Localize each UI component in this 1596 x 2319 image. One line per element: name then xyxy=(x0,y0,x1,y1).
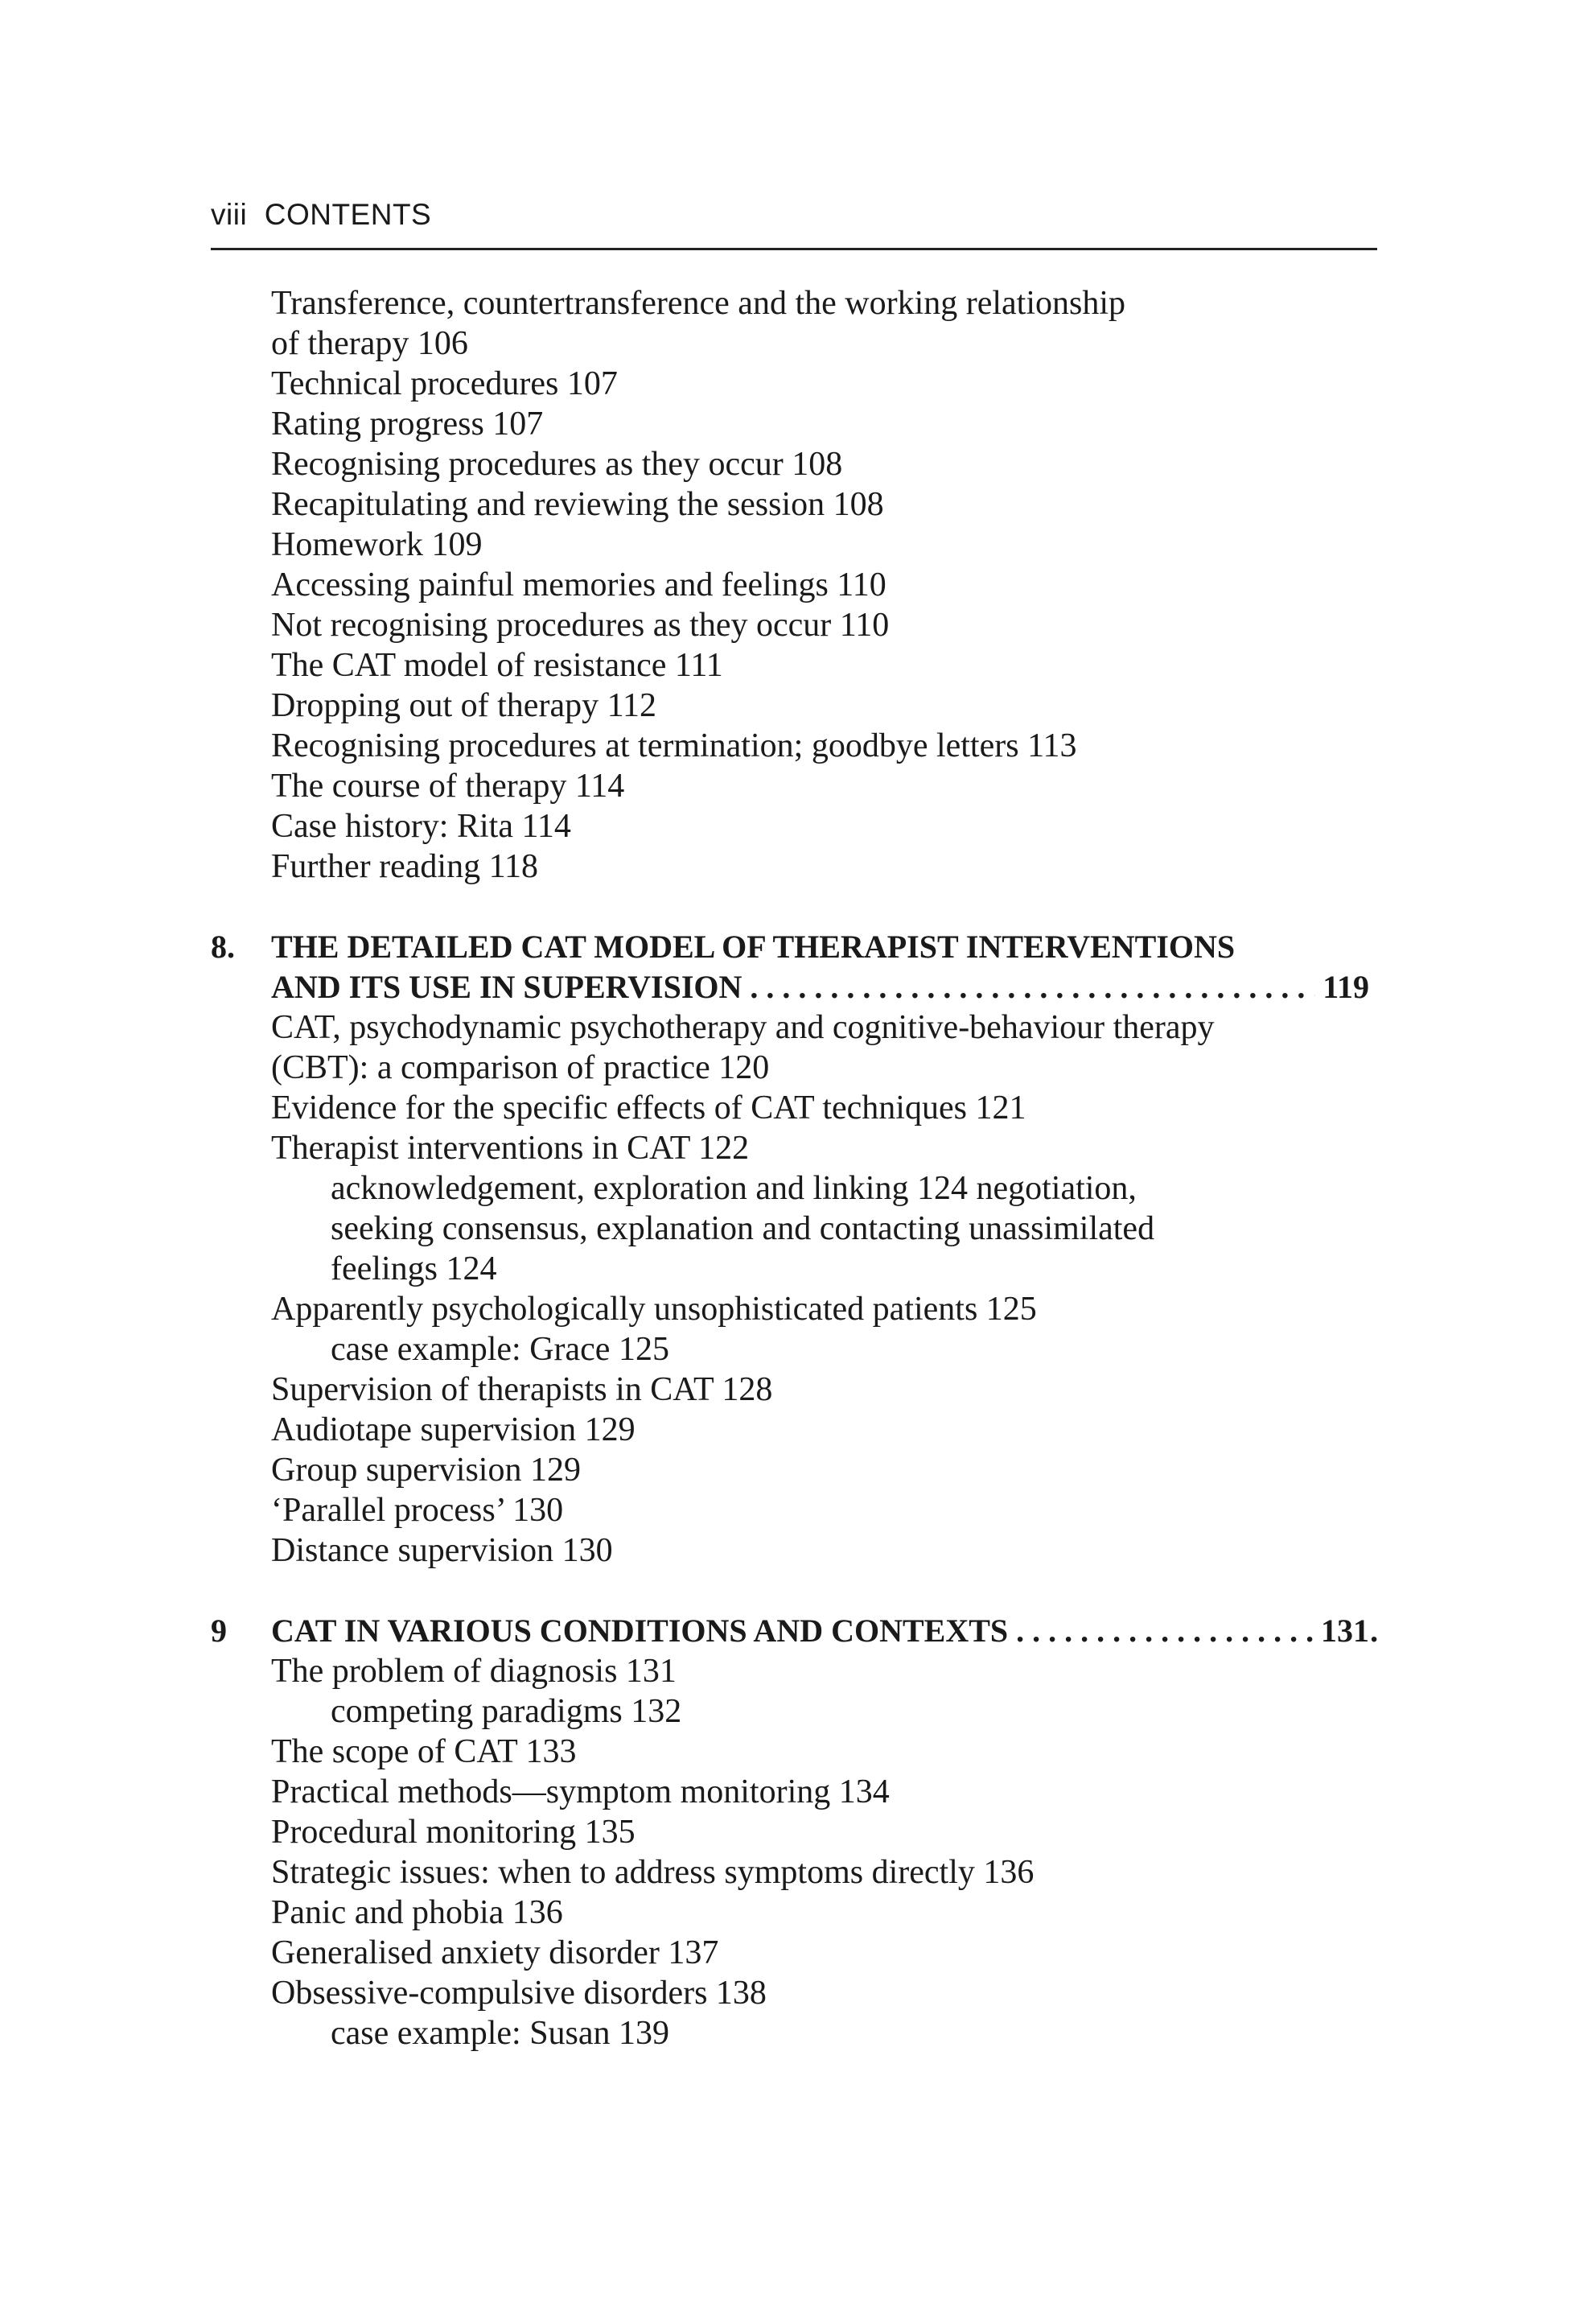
page-number: viii xyxy=(211,198,248,231)
contents-list xyxy=(0,283,1596,2053)
toc-entry: Apparently psychologically unsophisticated patients 125 xyxy=(271,1291,1037,1328)
toc-entry: Recognising procedures at termination; goodbye letters 113 xyxy=(271,727,1077,764)
toc-entry: Therapist interventions in CAT 122 xyxy=(271,1130,750,1167)
toc-entry: The course of therapy 114 xyxy=(271,768,625,805)
toc-entry: Recapitulating and reviewing the session 108 xyxy=(271,486,884,523)
chapter-title xyxy=(271,1611,1377,1651)
spacer xyxy=(0,1571,1596,1611)
toc-entry: The problem of diagnosis 131 xyxy=(271,1653,677,1690)
running-head xyxy=(211,198,431,232)
toc-entry: Evidence for the specific effects of CAT techniques 121 xyxy=(271,1089,1026,1127)
chapter-heading-continued xyxy=(0,967,1596,1007)
toc-subentry: feelings 124 xyxy=(331,1250,497,1287)
toc-entry: Technical procedures 107 xyxy=(271,365,618,402)
toc-entry: CAT, psychodynamic psychotherapy and cognitive-behaviour therapy xyxy=(271,1009,1215,1046)
chapter-heading xyxy=(0,1611,1596,1651)
toc-subentry: seeking consensus, explanation and contacting unassimilated xyxy=(331,1210,1155,1247)
toc-entry: (CBT): a comparison of practice 120 xyxy=(271,1049,770,1086)
toc-subentry: case example: Grace 125 xyxy=(331,1331,669,1368)
chapter-page: 119 xyxy=(1314,967,1369,1007)
toc-entry: Strategic issues: when to address symptoms directly 136 xyxy=(271,1854,1035,1891)
toc-entry: Further reading 118 xyxy=(271,848,539,885)
toc-entry: Distance supervision 130 xyxy=(271,1532,613,1569)
toc-entry: ‘Parallel process’ 130 xyxy=(271,1492,564,1529)
toc-entry: Dropping out of therapy 112 xyxy=(271,687,657,724)
section-title: CONTENTS xyxy=(264,198,432,231)
chapter-title-text: CAT IN VARIOUS CONDITIONS AND CONTEXTS xyxy=(271,1613,1009,1649)
toc-entry: Transference, countertransference and the working relationship xyxy=(271,285,1126,322)
toc-entry: Practical methods—symptom monitoring 134 xyxy=(271,1773,890,1810)
toc-subentry: acknowledgement, exploration and linking 124 negotiation, xyxy=(331,1170,1137,1207)
chapter-heading xyxy=(0,927,1596,967)
toc-entry: Recognising procedures as they occur 108 xyxy=(271,446,843,483)
toc-entry: Procedural monitoring 135 xyxy=(271,1814,636,1851)
chapter-number: 8. xyxy=(211,929,235,965)
chapter-number: 9 xyxy=(211,1613,227,1649)
toc-entry: The CAT model of resistance 111 xyxy=(271,647,723,684)
toc-entry: Accessing painful memories and feelings 110 xyxy=(271,566,886,603)
chapter-title-continued xyxy=(271,967,1377,1007)
toc-entry: Supervision of therapists in CAT 128 xyxy=(271,1371,773,1408)
chapter-page: 131 xyxy=(1313,1611,1369,1651)
toc-entry: Case history: Rita 114 xyxy=(271,808,571,845)
toc-entry: Panic and phobia 136 xyxy=(271,1894,563,1931)
toc-entry: Homework 109 xyxy=(271,526,483,563)
chapter-title: THE DETAILED CAT MODEL OF THERAPIST INTERVENTIONS xyxy=(271,929,1236,965)
toc-entry: Rating progress 107 xyxy=(271,406,544,443)
header-rule xyxy=(211,248,1377,250)
chapter-title-text: AND ITS USE IN SUPERVISION xyxy=(271,969,742,1005)
toc-entry: Generalised anxiety disorder 137 xyxy=(271,1934,719,1971)
toc-entry: Obsessive-compulsive disorders 138 xyxy=(271,1975,767,2012)
spacer xyxy=(0,887,1596,927)
toc-entry: Audiotape supervision 129 xyxy=(271,1411,636,1448)
toc-entry: The scope of CAT 133 xyxy=(271,1733,577,1770)
toc-entry: of therapy 106 xyxy=(271,325,468,362)
toc-entry: Not recognising procedures as they occur 110 xyxy=(271,607,890,644)
toc-entry: Group supervision 129 xyxy=(271,1452,581,1489)
toc-subentry: case example: Susan 139 xyxy=(331,2015,670,2052)
toc-subentry: competing paradigms 132 xyxy=(331,1693,682,1730)
